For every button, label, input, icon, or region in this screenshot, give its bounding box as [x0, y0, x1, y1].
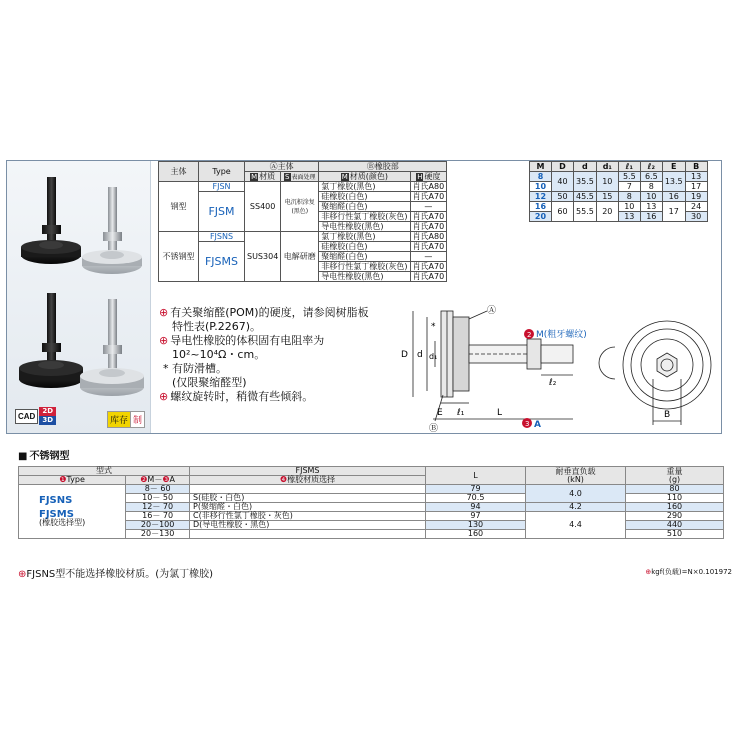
weight-cell: 110 — [626, 494, 724, 503]
dim-cell: 10 — [596, 172, 618, 192]
type-fjsms-note: (橡胶选择型) — [39, 517, 86, 527]
dim-header: D — [552, 162, 574, 172]
rubber-hardness: — — [410, 252, 447, 262]
num-3: 3 — [525, 420, 530, 428]
ma-cell[interactable]: 16－ 70 — [126, 512, 190, 521]
dim-D: D — [401, 350, 408, 360]
dim-cell: 60 — [552, 202, 574, 222]
star-mark: * — [431, 322, 436, 332]
header-fjsms: FJSMS — [190, 467, 426, 476]
rubber-cell — [190, 530, 426, 539]
cad-2d-label: 2D — [39, 407, 56, 416]
dim-cell: 13 — [640, 202, 662, 212]
dim-cell: 55.5 — [574, 202, 597, 222]
spec-header-hardness: 硬度 — [424, 172, 441, 181]
ma-cell[interactable]: 10－ 50 — [126, 494, 190, 503]
spec-header-type: Type — [199, 162, 245, 182]
rubber-hardness: 肖氏A70 — [410, 272, 447, 282]
dim-cell: 40 — [552, 172, 574, 192]
cad-badge[interactable] — [15, 406, 63, 426]
footnote — [18, 565, 213, 580]
note-line: * 有防滑槽。 — [163, 362, 227, 375]
type-fjsms[interactable]: FJSMS — [39, 508, 74, 520]
spec-header-a-main: Ⓐ主体 — [245, 162, 319, 172]
dim-E: E — [437, 408, 443, 418]
mark-m: M — [251, 173, 258, 181]
dim-cell: 6.5 — [640, 172, 662, 182]
rubber-material: 硅橡胶(白色) — [319, 192, 410, 202]
label-m: M(粗牙螺纹) — [536, 330, 587, 340]
section-title: ■ 不锈钢型 — [18, 447, 69, 462]
dim-L: L — [497, 408, 503, 418]
step-4-icon: ❹ — [279, 475, 288, 484]
rubber-material: 非移行性氯丁橡胶(灰色) — [319, 262, 410, 272]
note-line: 10²~10⁴Ω・cm。 — [172, 348, 266, 361]
dim-header: d₁ — [596, 162, 618, 172]
dim-header: d — [574, 162, 597, 172]
ma-cell[interactable]: 20－100 — [126, 521, 190, 530]
weight-cell: 290 — [626, 512, 724, 521]
load-cell: 4.2 — [526, 503, 626, 512]
label-b: Ⓑ — [429, 424, 439, 433]
cad-3d-label: 3D — [39, 416, 56, 425]
rubber-hardness: 肖氏A70 — [410, 262, 447, 272]
make-label: 制 — [131, 411, 145, 428]
product-frame — [6, 160, 722, 434]
rubber-hardness: — — [410, 202, 447, 212]
group-name: 钢型 — [159, 182, 199, 232]
num-2: 2 — [527, 331, 532, 339]
leveling-feet-photo — [7, 165, 149, 405]
dim-cell: 45.5 — [574, 192, 597, 202]
mark-m2: M — [341, 173, 348, 181]
group-material: SS400 — [245, 182, 281, 232]
type-fjsns[interactable]: FJSNS — [39, 494, 73, 506]
spec-table — [158, 161, 447, 282]
header-ma: M－ — [147, 475, 163, 484]
dim-cell: 24 — [685, 202, 707, 212]
ma-cell[interactable]: 8－ 60 — [126, 485, 190, 494]
dim-cell: 17 — [662, 202, 685, 222]
dim-cell: 50 — [552, 192, 574, 202]
rubber-cell: S(硅胶・白色) — [190, 494, 426, 503]
step-3-icon: ❸ — [162, 475, 170, 484]
dim-l1: ℓ₁ — [457, 408, 465, 418]
dim-cell: 15 — [596, 192, 618, 202]
weight-cell: 440 — [626, 521, 724, 530]
label-3a: A — [534, 420, 541, 430]
type-bottom[interactable]: FJSMS — [199, 242, 245, 282]
dim-cell: 10 — [530, 182, 552, 192]
type-top[interactable]: FJSN — [199, 182, 245, 192]
dim-d: d — [417, 350, 423, 360]
unit-note — [645, 567, 732, 577]
dim-header: M — [530, 162, 552, 172]
dim-cell: 10 — [640, 192, 662, 202]
header-weight: 重量 — [666, 466, 683, 476]
L-cell: 79 — [426, 485, 526, 494]
rubber-cell: D(导电性橡胶・黑色) — [190, 521, 426, 530]
dim-cell: 20 — [530, 212, 552, 222]
L-cell: 160 — [426, 530, 526, 539]
pin-icon: ⊕ — [18, 569, 27, 580]
cad-label: CAD — [15, 409, 38, 424]
dim-l2: ℓ₂ — [549, 378, 557, 388]
dim-header: B — [685, 162, 707, 172]
dim-cell: 20 — [596, 202, 618, 222]
weight-cell: 80 — [626, 485, 724, 494]
dim-B: B — [664, 410, 671, 420]
note-line: 螺纹旋转时，稍微有些倾斜。 — [170, 390, 314, 403]
spec-header-surface: 表面处理 — [291, 174, 316, 181]
ma-cell[interactable]: 12－ 70 — [126, 503, 190, 512]
header-ma2: A — [169, 475, 175, 484]
note-line: 导电性橡胶的体积固有电阻率为 — [170, 334, 325, 347]
rubber-hardness: 肖氏A70 — [410, 212, 447, 222]
L-cell: 97 — [426, 512, 526, 521]
rubber-material: 聚缩醛(白色) — [319, 252, 410, 262]
spec-header-material: 材质 — [259, 172, 276, 181]
dim-d1: d₁ — [429, 352, 438, 361]
rubber-hardness: 肖氏A70 — [410, 192, 447, 202]
spec-header-main: 主体 — [159, 162, 199, 182]
spec-header-rubber-material: 材质(颜色) — [349, 172, 389, 181]
type-bottom[interactable]: FJSM — [199, 192, 245, 232]
dim-cell: 10 — [618, 202, 640, 212]
step-2-icon: ❷ — [140, 475, 148, 484]
rubber-material: 氯丁橡胶(黑色) — [319, 232, 410, 242]
pin-icon: ⊕ — [159, 334, 169, 347]
dim-header: ℓ₂ — [640, 162, 662, 172]
rubber-hardness: 肖氏A70 — [410, 242, 447, 252]
group-surface: 电沉积涂复(黑色) — [281, 182, 319, 232]
spec-header-b-rubber: Ⓑ橡胶部 — [319, 162, 447, 172]
weight-cell: 160 — [626, 503, 724, 512]
header-L: L — [426, 467, 526, 485]
dim-cell: 12 — [530, 192, 552, 202]
rubber-material: 导电性橡胶(黑色) — [319, 222, 410, 232]
L-cell: 70.5 — [426, 494, 526, 503]
label-a: Ⓐ — [487, 306, 497, 316]
rubber-material: 硅橡胶(白色) — [319, 242, 410, 252]
rubber-material: 导电性橡胶(黑色) — [319, 272, 410, 282]
rubber-hardness: 肖氏A80 — [410, 182, 447, 192]
group-surface: 电解研磨 — [281, 232, 319, 282]
dim-cell: 13.5 — [662, 172, 685, 192]
type-top[interactable]: FJSNS — [199, 232, 245, 242]
pin-icon: ⊕ — [159, 306, 169, 319]
dim-cell: 16 — [530, 202, 552, 212]
rubber-cell: P(聚缩醛・白色) — [190, 503, 426, 512]
order-table — [18, 466, 724, 539]
load-cell: 4.4 — [526, 512, 626, 539]
note-line: 有关聚缩醛(POM)的硬度，请参阅树脂板 — [170, 306, 369, 319]
header-load: 耐垂直负载 — [555, 466, 596, 476]
footnote-text: FJSNS型不能选择橡胶材质。(为氯丁橡胶) — [26, 569, 214, 580]
L-cell: 130 — [426, 521, 526, 530]
L-cell: 94 — [426, 503, 526, 512]
step-1-icon: ❶ — [59, 475, 67, 484]
dim-header: E — [662, 162, 685, 172]
rubber-material: 聚缩醛(白色) — [319, 202, 410, 212]
dim-header: ℓ₁ — [618, 162, 640, 172]
weight-cell: 510 — [626, 530, 724, 539]
header-rubber-select: 橡胶材质选择 — [287, 475, 336, 484]
note-line: 特性表(P.2267)。 — [172, 320, 261, 333]
rubber-material: 氯丁橡胶(黑色) — [319, 182, 410, 192]
header-type: Type — [66, 475, 85, 484]
dim-cell: 35.5 — [574, 172, 597, 192]
dim-cell: 16 — [640, 212, 662, 222]
dim-cell: 13 — [618, 212, 640, 222]
product-photo-panel — [7, 161, 151, 433]
rubber-hardness: 肖氏A80 — [410, 232, 447, 242]
pin-icon: ⊕ — [159, 390, 169, 403]
mark-h: H — [417, 173, 423, 181]
dim-cell: 8 — [618, 192, 640, 202]
mark-s: S — [285, 173, 290, 181]
dim-cell: 17 — [685, 182, 707, 192]
dim-cell: 13 — [685, 172, 707, 182]
dimension-table — [529, 161, 708, 222]
rubber-hardness: 肖氏A70 — [410, 222, 447, 232]
dim-cell: 8 — [640, 182, 662, 192]
rubber-material: 非移行性氯丁橡胶(灰色) — [319, 212, 410, 222]
unit-note-text: kgf(负载)=N×0.101972 — [651, 568, 732, 576]
dim-cell: 16 — [662, 192, 685, 202]
stock-label: 库存 — [107, 411, 131, 428]
notes — [159, 306, 399, 404]
dim-cell: 30 — [685, 212, 707, 222]
header-model: 型式 — [19, 467, 190, 476]
load-cell: 4.0 — [526, 485, 626, 503]
note-line: (仅限聚缩醛型) — [172, 376, 247, 389]
rubber-cell: C(非移行性氯丁橡胶・灰色) — [190, 512, 426, 521]
stock-badge — [107, 411, 145, 428]
group-material: SUS304 — [245, 232, 281, 282]
header-weight-unit: (g) — [668, 474, 681, 484]
pin-icon: ⊕ — [645, 568, 652, 576]
header-load-unit: (kN) — [567, 474, 584, 484]
dim-cell: 7 — [618, 182, 640, 192]
dim-cell: 19 — [685, 192, 707, 202]
dim-cell: 8 — [530, 172, 552, 182]
ma-cell[interactable]: 20－130 — [126, 530, 190, 539]
dim-cell: 5.5 — [618, 172, 640, 182]
group-name: 不锈钢型 — [159, 232, 199, 282]
technical-drawing — [377, 297, 717, 433]
